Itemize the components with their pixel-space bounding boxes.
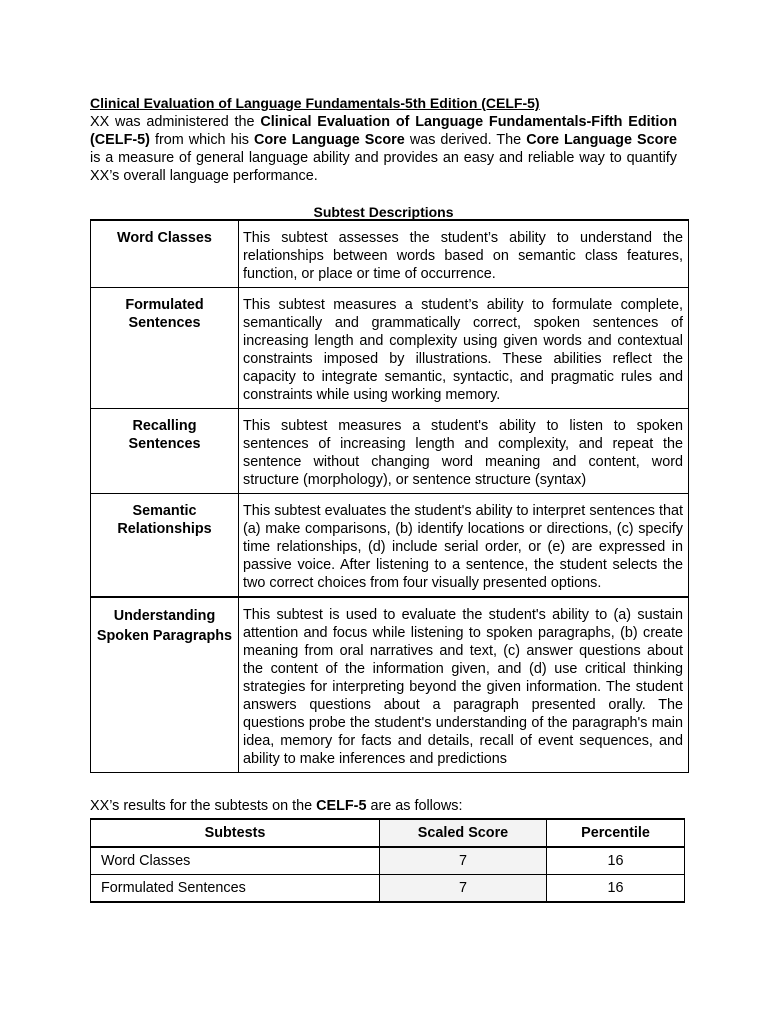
table-header-row [91, 819, 685, 847]
subtest-name: Word Classes [91, 220, 239, 288]
table-row [91, 220, 689, 288]
intro-paragraph [90, 113, 677, 185]
intro-text-4: is a measure of general language ability and provides an easy and reliable way to quantify XX’s overall language performance. [90, 150, 677, 184]
cell-subtest: Word Classes [91, 847, 380, 875]
subtest-name: Understanding Spoken Paragraphs [91, 597, 239, 773]
intro-text-2: from which his [149, 132, 254, 148]
table-row [91, 494, 689, 598]
subtest-description: This subtest evaluates the student's ability to interpret sentences that (a) make comparisons, (b) identify locations or directions, (c) specify time relationships, (d) include serial order, or (e) are expressed in passive voice. After listening to a sentence, the student selects the two correct choices from four visually presented options. [239, 494, 689, 598]
intro-text-1: XX was administered the [90, 114, 261, 130]
table-row [91, 409, 689, 494]
subtest-name: Recalling Sentences [91, 409, 239, 494]
table-row [91, 875, 685, 903]
subtest-descriptions-heading: Subtest Descriptions [313, 204, 454, 220]
cell-percentile: 16 [547, 847, 685, 875]
table-row [91, 597, 689, 773]
subtest-name: Formulated Sentences [91, 288, 239, 409]
table-row [91, 288, 689, 409]
table-row [91, 847, 685, 875]
subtest-name: Semantic Relationships [91, 494, 239, 598]
subtest-description: This subtest measures a student's ability to listen to spoken sentences of increasing length and complexity, and repeat the sentence without changing word meaning and content, word structure (morphology), or sentence structure (syntax) [239, 409, 689, 494]
results-intro-text-2: are as follows: [366, 798, 463, 814]
subtest-description: This subtest assesses the student’s ability to understand the relationships between words based on semantic class features, function, or place or time of occurrence. [239, 220, 689, 288]
header-scaled-score: Scaled Score [380, 819, 547, 847]
subtest-description: This subtest is used to evaluate the student's ability to (a) sustain attention and focus while listening to spoken paragraphs, (b) create meaning from oral narratives and text, (c) answer questions about the content of the information given, and (d) use critical thinking strategies for interpreting beyond the given information. The student answers questions about a paragraph presented orally. The questions probe the student's understanding of the paragraph's main idea, memory for facts and details, recall of event sequences, and ability to make inferences and predictions [239, 597, 689, 773]
header-percentile: Percentile [547, 819, 685, 847]
cell-scaled-score: 7 [380, 875, 547, 903]
subtest-descriptions-table [90, 219, 689, 773]
cell-subtest: Formulated Sentences [91, 875, 380, 903]
intro-bold-test-name: Clinical Evaluation of Language Fundamentals-Fifth Edition (CELF-5) [90, 114, 677, 148]
section-title: Clinical Evaluation of Language Fundamentals-5th Edition (CELF-5) [90, 95, 540, 111]
results-intro-text-1: XX’s results for the subtests on the [90, 798, 317, 814]
cell-percentile: 16 [547, 875, 685, 903]
subtest-description: This subtest measures a student’s ability to formulate complete, semantically and grammatically correct, spoken sentences of increasing length and complexity using given words and contextual constraints imposed by illustrations. These abilities reflect the capacity to integrate semantic, syntactic, and pragmatic rules and constraints while using working memory. [239, 288, 689, 409]
results-intro-bold: CELF-5 [316, 798, 367, 814]
intro-bold-core-score-2: Core Language Score [526, 132, 677, 148]
intro-bold-core-score-1: Core Language Score [254, 132, 405, 148]
intro-text-3: was derived. The [404, 132, 527, 148]
results-table [90, 818, 685, 903]
header-subtests: Subtests [91, 819, 380, 847]
results-intro [90, 797, 462, 815]
cell-scaled-score: 7 [380, 847, 547, 875]
